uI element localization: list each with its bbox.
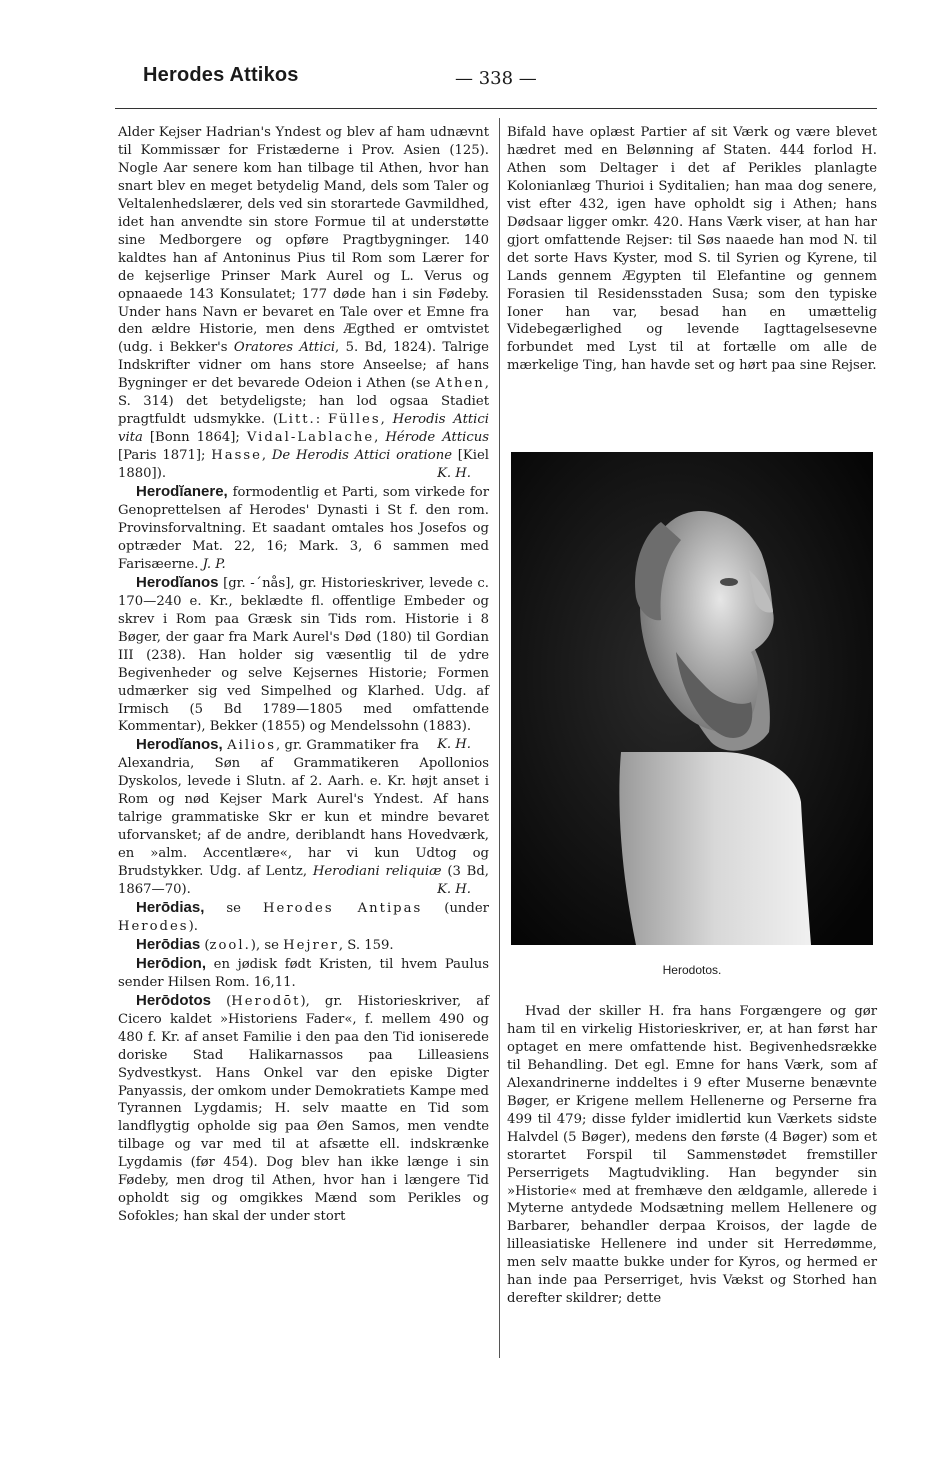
page-header-title: Herodes Attikos — [143, 64, 299, 86]
right-column-top — [507, 124, 877, 375]
entry-headword: Herodĭanere, — [136, 483, 228, 501]
entry-herodias-zool: Herōdias (zool.), se Hejrer, S. 159. — [136, 935, 394, 953]
author-signature: J. P. — [202, 556, 226, 572]
author-signature: K. H. — [437, 737, 471, 753]
entry-headword: Herōdias — [136, 935, 201, 953]
entry-herodes-attikos-continued: Alder Kejser Hadrian's Yndest og blev af ham udnævnt til Kommissær for Fristæderne i Prov. Asien (125). Nogle Aar senere kom han tilbage til Athen, hvor han snart blev en meget betydelig Mand, dels som Taler og Veltalenhedslærer, dels ved sin storartede Gavmildhed, idet han anvendte sin store Formue til at understøtte sine Medborgere og opføre Pragtbygninger. 140 kaldtes han af Antoninus Pius til Rom som Lærer for de kejserlige Prinser Mark Aurel og L. Verus og opnaaede 143 Konsulatet; 177 døde han i sin Fødeby. Under hans Navn er bevaret en Tale over et Emne fra den ældre Historie, men dens Ægthed er omtvistet (udg. i Bekker's Oratores Attici, 5. Bd, 1824). Talrige Indskrifter vidner om hans store Anseelse; af hans Bygninger er det bevarede Odeion i Athen (se Athen, S. 314) det betydeligste; han lod ogsaa Stadiet pragtfuldt udsmykke. (Litt.: Fülles, Herodis Attici vita [Bonn 1864]; Vidal-Lablache, Hérode Atticus [Paris 1871]; Hasse, De Herodis Attici oratione [Kiel 1880]). K. H. — [118, 125, 489, 482]
herodotos-work-paragraph: Hvad der skiller H. fra hans Forgængere og gør ham til en virkelig Historieskriver, er, at han først har optaget en mere omfattende hist. Begivenhedsrække til Behandling. Det egl. Emne for hans Værk, som af Alexandrinerne inddeltes i 9 efter Muserne benævnte Bøger, er Krigene mellem Hellenerne og Perserne fra 499 til 479; disse fylder imidlertid kun Værkets sidste Halvdel (5 Bøger), medens den første (4 Bøger) som et storartet Forspil til Sammenstødet fremstiller Perserrigets Magtudvikling. Han begynder sin »Historie« med at fremhæve den ældgamle, allerede i Myterne antydede Modsætning mellem Hellenere og Barbarer, behandler derpaa Kroisos, der lagde de lilleasiatiske Hellenere ind under sit Herredømme, men selv maatte bukke under for Kyros, og hermed er han inde paa Perserriget, hvis Vækst og Storhed han derefter skildrer; dette — [507, 1004, 877, 1307]
entry-herodotos: Herōdotos (Herodōt), gr. Historieskriver, af Cicero kaldet »Historiens Fader«, f. mellem 490 og 480 f. Kr. af anset Familie i den paa den Tid ioniserede doriske Stad Halikarnassos paa Lilleasiens Sydvestkyst. Hans Onkel var den episke Digter Panyassis, der omkom under Demokratiets Kampe med Tyrannen Lygdamis; H. selv maatte en Tid som landflygtig opholde sig paa Øen Samos, men vendte tilbage og var med til at afsætte ell. indskrænke Lygdamis (før 454). Dog blev han ikke længe i sin Fødeby, men drog til Athen, hvor han i længere Tid opholdt sig og omgikkes Mænd som Perikles og Sofokles; han skal der under stort — [118, 991, 489, 1225]
entry-herodianere: Herodĭanere, formodentlig et Parti, som virkede for Genoprettelsen af Herodes' Dynasti i St f. den rom. Provinsforvaltning. Et saadant omtales hos Josefos og optræder Mat. 22, 16; Mark. 3, 6 sammen med Farisæerne. J. P. — [118, 483, 489, 572]
herodotos-continued-text: Bifald have oplæst Partier af sit Værk og være blevet hædret med en Belønning af Staten. 444 forlod H. Athen som Deltager i det af Perikles planlagte Kolonianlæg Thurioi i Syditalien; han maa dog senere, vist efter 432, igen have opholdt sig i Athen; hans Dødsaar ligger omkr. 420. Hans Værk viser, at han har gjort omfattende Rejser: til Søs naaede han mod N. til det sorte Havs Kyster, mod S. til Syrien og Kyrene, til Lands gennem Ægypten til Elefantine og gennem Forasien til Residensstaden Susa; som den typiske Ioner han var, besad han en umættelig Videbegærlighed og levende Iagttagelsesevne forbundet med Lyst til at fortælle om alle de mærkelige Ting, han havde set og hørt paa sine Rejser. — [507, 125, 877, 374]
column-divider — [499, 118, 500, 1358]
entry-headword: Herōdion, — [136, 954, 206, 972]
photo-caption: Herodotos. — [662, 963, 722, 977]
left-column — [118, 124, 489, 1226]
entry-herodion: Herōdion, en jødisk født Kristen, til hvem Paulus sender Hilsen Rom. 16,11. — [118, 954, 489, 990]
entry-headword: Herodĭanos, — [136, 736, 223, 754]
header-rule — [115, 108, 877, 109]
entry-headword: Herōdotos — [136, 991, 211, 1009]
bust-illustration — [511, 452, 873, 945]
author-signature: K. H. — [437, 882, 471, 898]
entry-herodianos-historian: Herodĭanos [gr. -ˊnås], gr. Historieskriver, levede c. 170—240 e. Kr., beklædte fl. offentlige Embeder og skrev i Rom paa Græsk sin Tids rom. Historie i 8 Bøger, der gaar fra Mark Aurel's Død (180) til Gordian III (238). Han holder sig væsentlig til de ydre Begivenheder og selve Kejsernes Historie; Formen udmærker sig ved Simpelhed og Klarhed. Udg. af Irmisch (5 Bd 1789—1805 med omfattende Kommentar), Bekker (1855) og Mendelssohn (1883). K. H. — [118, 573, 489, 753]
entry-herodianos-grammarian: Herodĭanos, Ailios, gr. Grammatiker fra Alexandria, Søn af Grammatikeren Apollonios Dyskolos, levede i Slutn. af 2. Aarh. e. Kr. højt anset i Rom og nød Kejser Mark Aurel's Yndest. Af hans talrige grammatiske Skr er kun et mindre bevaret uforvansket; af de andre, deriblandt hans Hovedværk, en »alm. Accentlære«, har vi kun Udtog og Brudstykker. Udg. af Lentz, Herodiani reliquiæ (3 Bd, 1867—70). K. H. — [118, 736, 489, 898]
herodotos-bust-photo — [511, 452, 873, 945]
right-column-bottom — [507, 1003, 877, 1308]
entry-herodias: Herōdias, se Herodes Antipas (under Herodes). — [118, 898, 489, 934]
entry-headword: Herōdias, — [136, 898, 205, 916]
page-number: — 338 — — [455, 68, 537, 89]
entry-headword: Herodĭanos — [136, 573, 219, 591]
author-signature: K. H. — [437, 466, 471, 482]
